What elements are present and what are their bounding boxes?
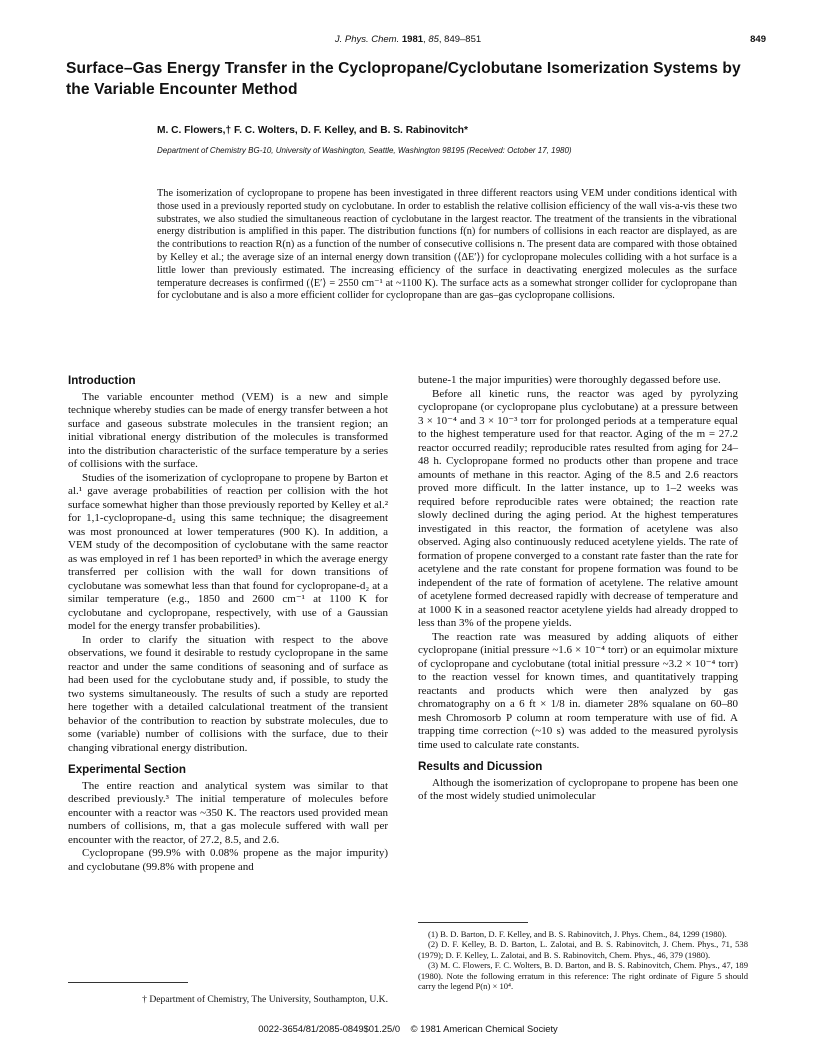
results-paragraph-1: Although the isomerization of cyclopropane to propene has been one of the most widely studied unimolecular <box>418 776 738 802</box>
right-column <box>418 374 738 804</box>
left-column <box>68 374 388 874</box>
right-paragraph-1: butene-1 the major impurities) were thoroughly degassed before use. <box>418 374 721 386</box>
page-number: 849 <box>750 34 766 45</box>
reference-1: (1) B. D. Barton, D. F. Kelley, and B. S. Rabinovitch, J. Phys. Chem., 84, 1299 (1980). <box>428 929 727 939</box>
author-list: M. C. Flowers,† F. C. Wolters, D. F. Kelley, and B. S. Rabinovitch* <box>157 125 468 136</box>
journal-name: J. Phys. Chem. <box>334 34 400 45</box>
journal-reference: J. Phys. Chem. 1981, 85, 849–851 <box>334 34 482 45</box>
running-head <box>0 34 816 48</box>
right-paragraph-3: The reaction rate was measured by adding aliquots of either cyclopropane (initial pressure ~1.6 × 10⁻⁴ torr) or an equimolar mixture of cyclopropane and cyclobutane (total initial pressure ~3.2 × 10⁻⁴ torr) to the reaction vessel for known times, and quantitatively trapping reactants and products which were then analyzed by gas chromatography on a 6 ft × 1/8 in. diameter 28% squalane on 60–80 mesh Chromosorb P column at room temperature with use of fid. A trapping time correction (~10 s) was added to the measured pyrolysis time used to calculate rate constants. <box>418 630 738 751</box>
results-heading: Results and Dicussion <box>418 760 543 773</box>
journal-volume: 85 <box>428 34 439 45</box>
reference-3: (3) M. C. Flowers, F. C. Wolters, B. D. Barton, and B. S. Rabinovitch, Chem. Phys., 47, 189 (1980). Note the following erratum in this reference: The right ordinate of Figure 5 should carry the legend P(n) × 10⁴. <box>418 960 748 992</box>
experimental-paragraph-2: Cyclopropane (99.9% with 0.08% propene as the major impurity) and cyclobutane (99.8% with propene and <box>68 847 388 873</box>
introduction-heading: Introduction <box>68 374 136 387</box>
journal-year: 1981 <box>401 34 424 45</box>
journal-pages: 849–851 <box>444 34 482 45</box>
left-footnote-rule <box>68 982 188 983</box>
right-footnote-rule <box>418 922 528 923</box>
reference-2: (2) D. F. Kelley, B. D. Barton, L. Zalotai, and B. S. Rabinovitch, J. Chem. Phys., 71, 538 (1979); D. F. Kelley, L. Zalotai, and B. S. Rabinovitch, Chem. Phys., 46, 379 (1980). <box>418 939 748 960</box>
article-title: Surface–Gas Energy Transfer in the Cyclopropane/Cyclobutane Isomerization Systems by the Variable Encounter Method <box>66 60 741 98</box>
copyright-notice: © 1981 American Chemical Society <box>410 1023 558 1034</box>
intro-paragraph-2: Studies of the isomerization of cyclopropane to propene by Barton et al.¹ gave average probabilities of reaction per collision with the hot surface somewhat higher than those previously reported by Kelley et al.² for 1,1-cyclopropane-d₂ using this same technique; the disagreement was most pronounced at lower temperatures (900 K). In addition, a VEM study of the decomposition of cyclobutane with the same reactor as was employed in ref 1 has been reported³ in which the average energy transferred per collision with the wall for down transitions of cyclobutane was somewhat less than that found for cyclopropane-d₂ at a similar temperature (e.g., 1850 and 2600 cm⁻¹ at 1100 K for cyclobutane and cyclopropane, respectively, with use of a Gaussian model for the energy transfer probabilities). <box>68 471 388 632</box>
dagger-footnote: † Department of Chemistry, The University, Southampton, U.K. <box>142 994 388 1005</box>
reference-footnotes <box>418 929 748 991</box>
abstract <box>157 188 737 303</box>
affiliation: Department of Chemistry BG-10, University of Washington, Seattle, Washington 98195 (Received: October 17, 1980) <box>157 146 572 155</box>
experimental-heading: Experimental Section <box>68 763 186 776</box>
page-footer <box>0 1023 816 1034</box>
abstract-text: The isomerization of cyclopropane to propene has been investigated in three different reactors using VEM under conditions identical with those used in a previously reported study on cyclobutane. In order to establish the relative collision efficiency of the wall vis-a-vis these two substrates, we also studied the simultaneous reaction of cyclobutane in the largest reactor. The treatment of the transients in the vibrational energy distribution is amplified in this paper. The distribution functions f(n) for numbers of collisions in each reactor are displayed, as are the contributions to reaction R(n) as a function of the number of consecutive collisions n. The present data are compared with those obtained by Kelley et al.; the average size of an internal energy down transition (⟨ΔE′⟩) for cyclopropane molecules colliding with a hot surface is a little lower than previously estimated. The increasing efficiency of the surface in deactivating energized molecules as the surface temperature decreases is confirmed (⟨E′⟩ = 2550 cm⁻¹ at ~1100 K). The surface acts as a somewhat stronger collider for cyclopropane than for cyclobutane and is also a more efficient collider for cyclopropane than are gas–gas cyclopropane collisions. <box>157 188 737 302</box>
intro-paragraph-3: In order to clarify the situation with respect to the above observations, we found it desirable to restudy cyclopropane in the same reactor and under the same conditions of seasoning and of surface as had been used for the cyclobutane study and, if possible, to study the two systems simultaneously. The results of such a study are reported here together with a detailed calculational treatment of the transient behavior of the contribution to reaction by substrate molecules, due to some (variable) number of collisions with the surface, due to their changing vibrational energy distribution. <box>68 633 388 754</box>
article-code: 0022-3654/81/2085-0849$01.25/0 <box>258 1023 401 1034</box>
right-paragraph-2: Before all kinetic runs, the reactor was aged by pyrolyzing cyclopropane (or cyclopropane plus cyclobutane) at a pressure between 3 × 10⁻⁴ and 3 × 10⁻³ torr for prolonged periods at a temperature equal to the highest temperature used for that reactor. Aging of the m = 27.2 reactor occurred readily; reproducible rates resulted from aging for 24–48 h. Cyclopropane formed no products other than propene and trace amounts of methane in this reactor. Aging of the 8.5 and 2.6 reactors proved more difficult. In the latter instance, up to 1–2 weeks was required before reproducible rates were obtained; the reaction rate slowly declined during the aging period. At the highest temperatures investigated in this reactor, the formation of acetylene was also observed. Aging also continuously reduced acetylene yields. The rate of formation of propene converged to a constant rate faster than the rate for acetylene and the rate constant for propene formation was found to be independent of the rate of formation of acetylene. The relative amount of acetylene formed decreased rapidly with decrease of temperature and at 1000 K in a seasoned reactor acetylene yields had already dropped to less than 3% of the propene yields. <box>418 387 738 629</box>
intro-paragraph-1: The variable encounter method (VEM) is a new and simple technique whereby studies can be made of energy transfer between a hot surface and gaseous substrate molecules in the transient region; an initial vibrational energy distribution of the molecules is transformed into the distribution characteristic of the surface temperature by a series of collisions with the surface. <box>68 390 388 470</box>
experimental-paragraph-1: The entire reaction and analytical system was similar to that described previously.³ The initial temperature of molecules before encounter with a reactor was ~350 K. The reactors used provided mean numbers of collisions, m, that a gas molecule suffered with wall per encounter with the reactor, of 27.2, 8.5, and 2.6. <box>68 779 388 846</box>
